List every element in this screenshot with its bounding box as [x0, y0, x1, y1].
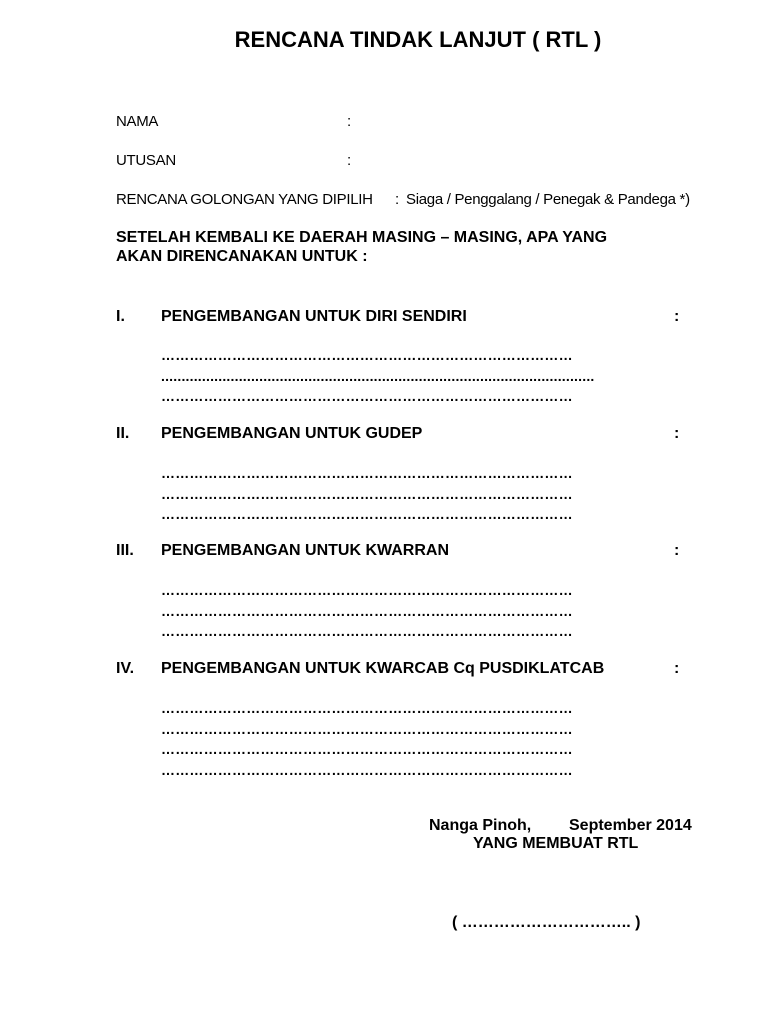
section-label-4: PENGEMBANGAN UNTUK KWARCAB Cq PUSDIKLATCAB — [161, 660, 605, 677]
section-label-2: PENGEMBANGAN UNTUK GUDEP — [161, 425, 423, 442]
signature-role: YANG MEMBUAT RTL — [473, 835, 639, 852]
field-sep-nama: : — [347, 113, 351, 130]
section-number-2: II. — [116, 425, 130, 442]
fill-line: …………………………………………………………………………… — [161, 741, 573, 757]
section-colon-2: : — [674, 425, 680, 442]
intro-line-1: SETELAH KEMBALI KE DAERAH MASING – MASING, APA YANG — [116, 229, 608, 246]
signature-name-line: ( ………………………….. ) — [452, 914, 641, 931]
field-label-nama: NAMA — [116, 113, 159, 130]
section-number-4: IV. — [116, 660, 135, 677]
section-label-1: PENGEMBANGAN UNTUK DIRI SENDIRI — [161, 308, 467, 325]
section-colon-1: : — [674, 308, 680, 325]
fill-line: …………………………………………………………………………… — [161, 465, 573, 481]
field-sep-utusan: : — [347, 152, 351, 169]
fill-line: …………………………………………………………………………… — [161, 721, 573, 737]
signature-place: Nanga Pinoh, — [429, 817, 532, 834]
section-colon-4: : — [674, 660, 680, 677]
fill-line: …………………………………………………………………………… — [161, 486, 573, 502]
fill-line: …………………………………………………………………………… — [161, 506, 573, 522]
fill-line: …………………………………………………………………………… — [161, 582, 573, 598]
fill-line: …………………………………………………………………………… — [161, 347, 573, 363]
field-label-golongan: RENCANA GOLONGAN YANG DIPILIH — [116, 191, 373, 208]
field-value-golongan: Siaga / Penggalang / Penegak & Pandega *) — [406, 191, 690, 208]
signature-date: September 2014 — [569, 817, 692, 834]
document-title: RENCANA TINDAK LANJUT ( RTL ) — [234, 27, 602, 52]
field-sep-golongan: : — [395, 191, 399, 208]
fill-line: …………………………………………………………………………… — [161, 762, 573, 778]
section-colon-3: : — [674, 542, 680, 559]
fill-line: …………………………………………………………………………… — [161, 388, 573, 404]
field-label-utusan: UTUSAN — [116, 152, 176, 169]
fill-line: …………………………………………………………………………… — [161, 603, 573, 619]
section-label-3: PENGEMBANGAN UNTUK KWARRAN — [161, 542, 449, 559]
section-number-3: III. — [116, 542, 134, 559]
fill-line: .......................................................................................................... — [161, 368, 595, 384]
fill-line: …………………………………………………………………………… — [161, 623, 573, 639]
fill-line: …………………………………………………………………………… — [161, 700, 573, 716]
section-number-1: I. — [116, 308, 125, 325]
intro-line-2: AKAN DIRENCANAKAN UNTUK : — [116, 248, 368, 265]
